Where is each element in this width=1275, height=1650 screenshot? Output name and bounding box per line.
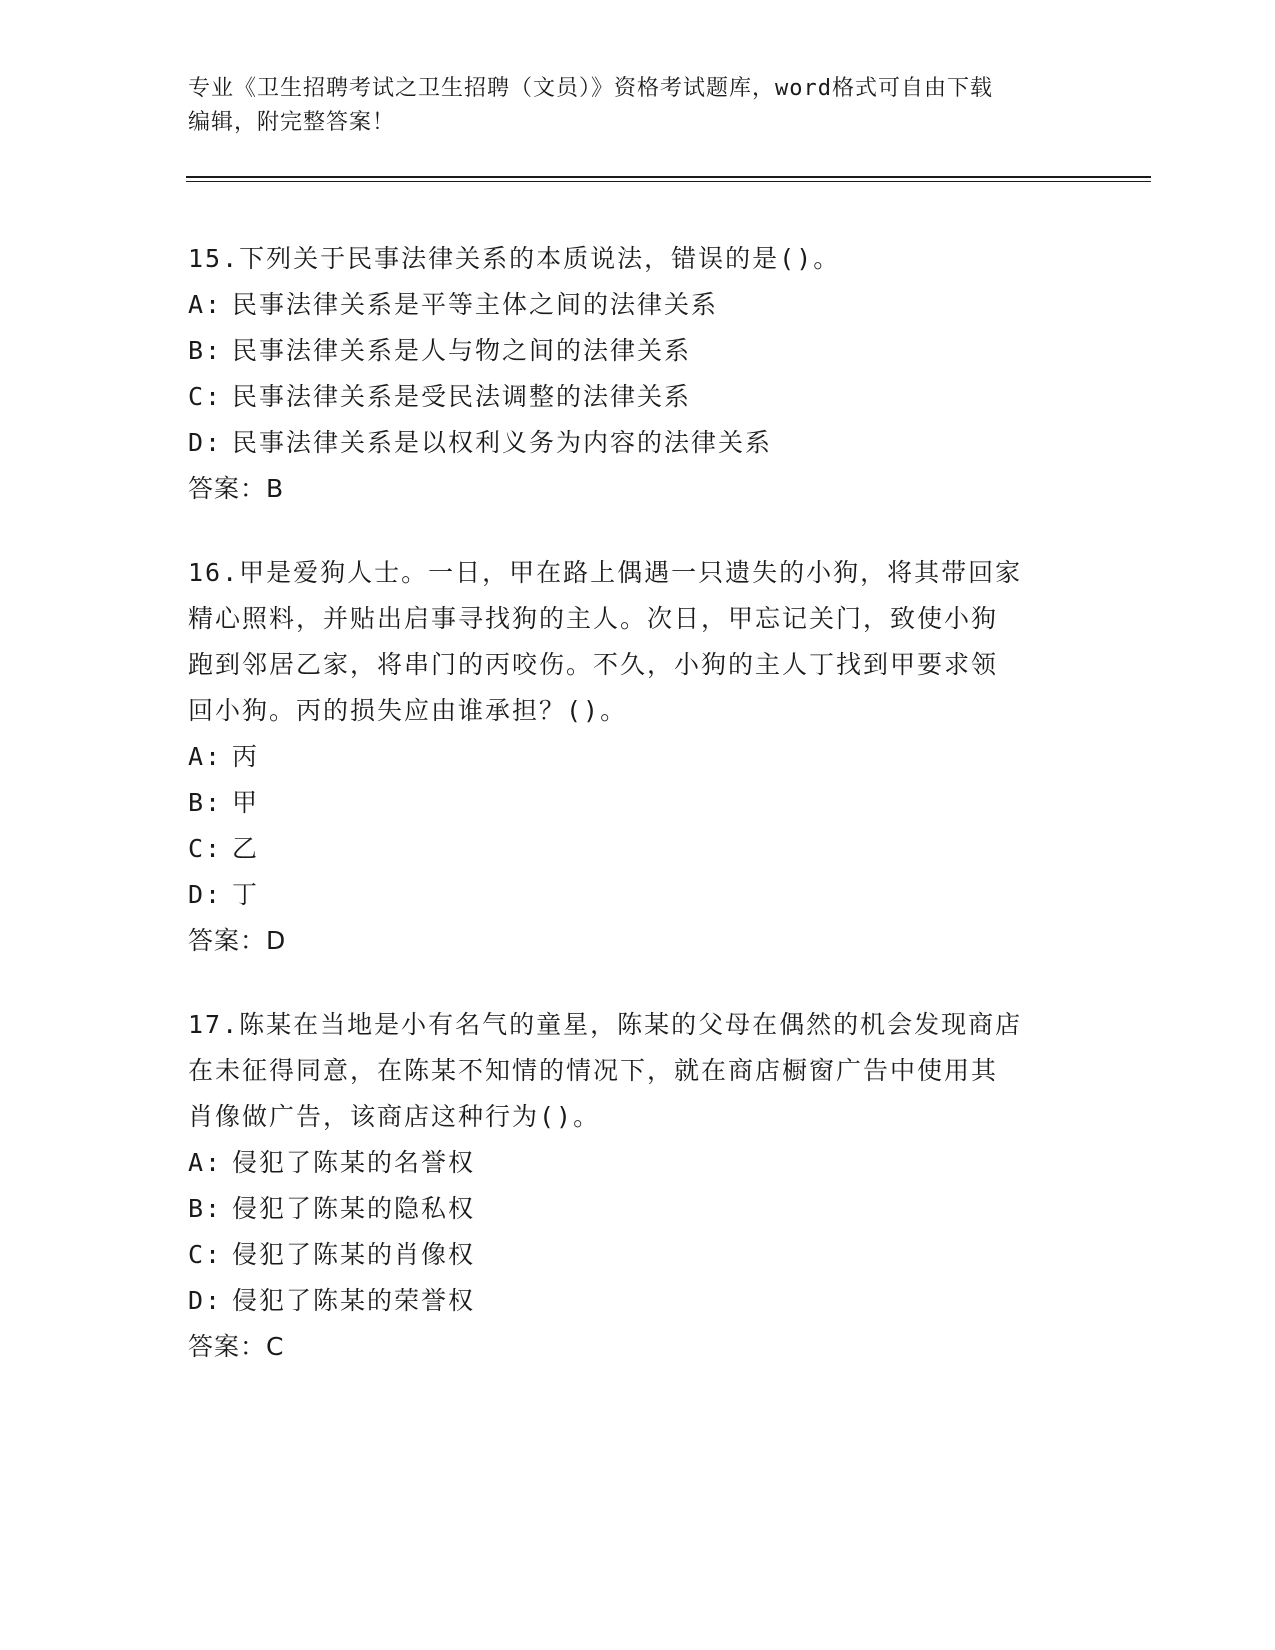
question-stem: 在未征得同意，在陈某不知情的情况下，就在商店橱窗广告中使用其 xyxy=(188,1056,999,1085)
option-text: 民事法律关系是人与物之间的法律关系 xyxy=(232,336,692,365)
option-c xyxy=(188,374,1108,420)
option-a xyxy=(188,734,1108,780)
question-stem: 15.下列关于民事法律关系的本质说法，错误的是()。 xyxy=(188,244,841,273)
option-letter: A: xyxy=(188,742,223,771)
question-stem: 17.陈某在当地是小有名气的童星，陈某的父母在偶然的机会发现商店 xyxy=(188,1010,1023,1039)
option-text: 丁 xyxy=(232,880,260,909)
option-text: 侵犯了陈某的名誉权 xyxy=(232,1148,476,1177)
question-17 xyxy=(188,1002,1108,1370)
option-letter: B: xyxy=(188,336,223,365)
header-line: 编辑，附完整答案！ xyxy=(188,110,396,135)
question-stem: 精心照料，并贴出启事寻找狗的主人。次日，甲忘记关门，致使小狗 xyxy=(188,604,999,633)
option-text: 侵犯了陈某的隐私权 xyxy=(232,1194,476,1223)
option-letter: C: xyxy=(188,834,223,863)
option-b xyxy=(188,780,1108,826)
option-b xyxy=(188,328,1108,374)
option-letter: A: xyxy=(188,290,223,319)
option-d xyxy=(188,1278,1108,1324)
option-letter: C: xyxy=(188,382,223,411)
option-d xyxy=(188,872,1108,918)
option-text: 民事法律关系是以权利义务为内容的法律关系 xyxy=(232,428,773,457)
option-text: 侵犯了陈某的荣誉权 xyxy=(232,1286,476,1315)
option-text: 侵犯了陈某的肖像权 xyxy=(232,1240,476,1269)
option-text: 乙 xyxy=(232,834,260,863)
answer: 答案：C xyxy=(188,1332,285,1361)
option-d xyxy=(188,420,1108,466)
option-a xyxy=(188,282,1108,328)
question-15 xyxy=(188,236,1108,512)
option-letter: D: xyxy=(188,428,223,457)
question-stem: 肖像做广告，该商店这种行为()。 xyxy=(188,1102,601,1131)
option-c xyxy=(188,826,1108,872)
header-line: 专业《卫生招聘考试之卫生招聘（文员）》资格考试题库，word格式可自由下载 xyxy=(188,76,993,101)
question-list xyxy=(188,236,1108,1408)
option-c xyxy=(188,1232,1108,1278)
option-text: 丙 xyxy=(232,742,260,771)
option-letter: B: xyxy=(188,1194,223,1223)
option-a xyxy=(188,1140,1108,1186)
question-stem: 跑到邻居乙家，将串门的丙咬伤。不久，小狗的主人丁找到甲要求领 xyxy=(188,650,999,679)
document-header xyxy=(188,72,1088,140)
question-stem: 16.甲是爱狗人士。一日，甲在路上偶遇一只遗失的小狗，将其带回家 xyxy=(188,558,1023,587)
option-letter: D: xyxy=(188,880,223,909)
answer: 答案：B xyxy=(188,474,285,503)
option-letter: D: xyxy=(188,1286,223,1315)
option-letter: B: xyxy=(188,788,223,817)
option-text: 民事法律关系是平等主体之间的法律关系 xyxy=(232,290,719,319)
option-letter: A: xyxy=(188,1148,223,1177)
question-stem: 回小狗。丙的损失应由谁承担？()。 xyxy=(188,696,628,725)
option-text: 民事法律关系是受民法调整的法律关系 xyxy=(232,382,692,411)
question-16 xyxy=(188,550,1108,964)
option-b xyxy=(188,1186,1108,1232)
header-divider-thick xyxy=(186,176,1151,178)
answer: 答案：D xyxy=(188,926,287,955)
option-letter: C: xyxy=(188,1240,223,1269)
option-text: 甲 xyxy=(232,788,260,817)
header-divider-thin xyxy=(186,181,1151,182)
